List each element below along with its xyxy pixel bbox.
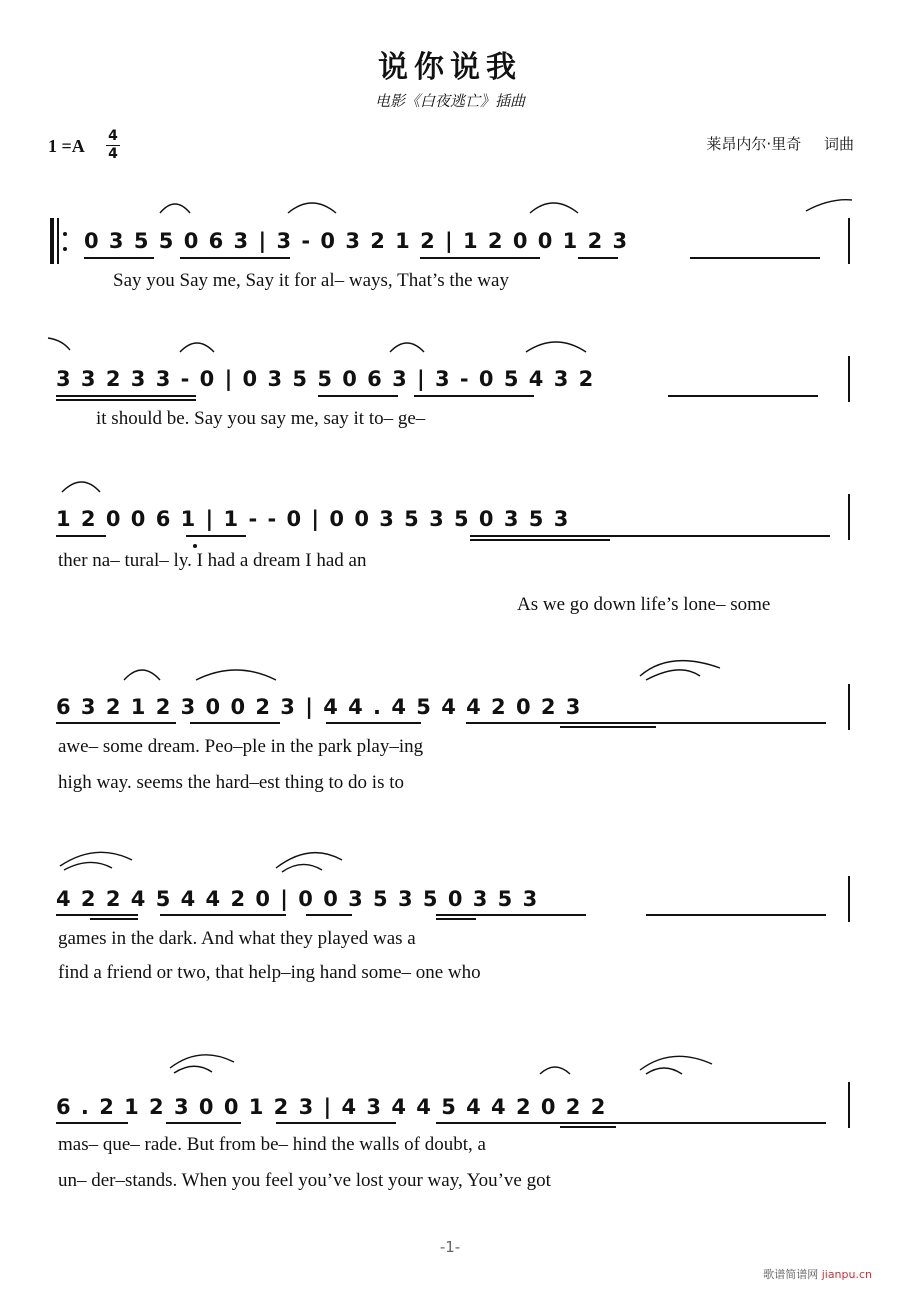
slur [180,343,214,352]
page-number: -1- [439,1238,461,1256]
beam [646,914,826,916]
slur [160,204,190,213]
lyrics-line-verse2: un– der–stands. When you feel you’ve lost your way, You’ve got [58,1170,551,1191]
watermark-domain: jianpu.cn [821,1268,872,1281]
bar-line [848,356,850,402]
beam [420,257,540,259]
slur [62,482,100,492]
slur [282,864,322,872]
repeat-thick-bar [50,218,54,264]
beam [180,257,290,259]
slur [390,343,424,352]
notes-line: 3 3 2 3 3 - 0 | 0 3 5 5 0 6 3 | 3 - 0 5 4 3 2 [56,367,594,391]
page-subtitle: 电影《白夜逃亡》插曲 [374,92,525,110]
bar-line [848,494,850,540]
beam [326,722,421,724]
slur [276,853,342,868]
time-signature [103,128,123,163]
slur [806,200,852,211]
composer-role: 词曲 [823,135,854,153]
beam [436,914,586,916]
lyrics-line-verse2: As we go down life’s lone– some [517,594,771,615]
slur [646,670,700,680]
lyrics-line-verse2: find a friend or two, that help–ing hand some– one who [58,962,481,983]
slur [64,862,112,870]
beam [56,722,176,724]
notes-line: 1 2 0 0 6 1 | 1 - - 0 | 0 0 3 5 3 5 0 3 5 3 [56,507,569,531]
slur [540,1067,570,1074]
key-signature: 1 =A [48,136,85,156]
beam [436,918,476,920]
bar-line [848,684,850,730]
slur [288,203,336,213]
slur [526,342,586,352]
beam [470,535,830,537]
bar-line [848,218,850,264]
slur [174,1066,212,1073]
watermark [763,1266,872,1282]
credits [688,133,854,154]
beam [414,395,534,397]
time-numerator: 4 [108,128,118,144]
beam [560,726,656,728]
slur [60,852,132,866]
beam [560,1126,616,1128]
notes-line: 4 2 2 4 5 4 4 2 0 | 0 0 3 5 3 5 0 3 5 3 [56,887,538,911]
lyrics-line: mas– que– rade. But from be– hind the walls of doubt, a [58,1134,486,1155]
repeat-dot [63,247,67,251]
beam [84,257,154,259]
slur [640,1056,712,1070]
bar-line [848,1082,850,1128]
beam [56,535,106,537]
lyrics-line: it should be. Say you say me, say it to– ge– [96,408,426,429]
watermark-site: 歌谱简谱网 [763,1268,819,1281]
lyrics-line: Say you Say me, Say it for al– ways, That’s the way [113,270,509,291]
beam [166,1122,241,1124]
low-octave-dot [193,544,197,548]
beam [690,257,820,259]
repeat-thin-bar [57,218,59,264]
beam [56,399,196,401]
beam [160,914,286,916]
beam [318,395,398,397]
beam [466,722,826,724]
slur [196,670,276,680]
beam [56,395,196,397]
lyrics-line: games in the dark. And what they played was a [58,928,416,949]
beam [306,914,352,916]
beam [56,1122,128,1124]
notes-line: 0 3 5 5 0 6 3 | 3 - 0 3 2 1 2 | 1 2 0 0 1 2 3 [84,229,628,253]
composer-name: 莱昂内尔·里奇 [706,135,802,153]
slur [48,338,70,350]
beam [470,539,610,541]
slur [530,203,578,213]
slur [640,661,720,676]
beam [578,257,618,259]
page-title: 说你说我 [378,50,522,85]
beam [186,535,246,537]
slur [646,1068,682,1074]
repeat-dot [63,232,67,236]
notes-line: 6 3 2 1 2 3 0 0 2 3 | 4 4 . 4 5 4 4 2 0 2 3 [56,695,581,719]
beam [668,395,818,397]
beam [56,914,138,916]
beam [276,1122,396,1124]
beam [90,918,138,920]
beam [190,722,280,724]
lyrics-line-verse2: high way. seems the hard–est thing to do is to [58,772,404,793]
bar-line [848,876,850,922]
lyrics-line: ther na– tural– ly. I had a dream I had an [58,550,367,571]
beam [436,1122,826,1124]
slur [124,670,160,680]
time-denominator: 4 [108,146,118,162]
slur [170,1055,234,1068]
lyrics-line: awe– some dream. Peo–ple in the park play–ing [58,736,424,757]
notes-line: 6 . 2 1 2 3 0 0 1 2 3 | 4 3 4 4 5 4 4 2 0 2 2 [56,1095,606,1119]
